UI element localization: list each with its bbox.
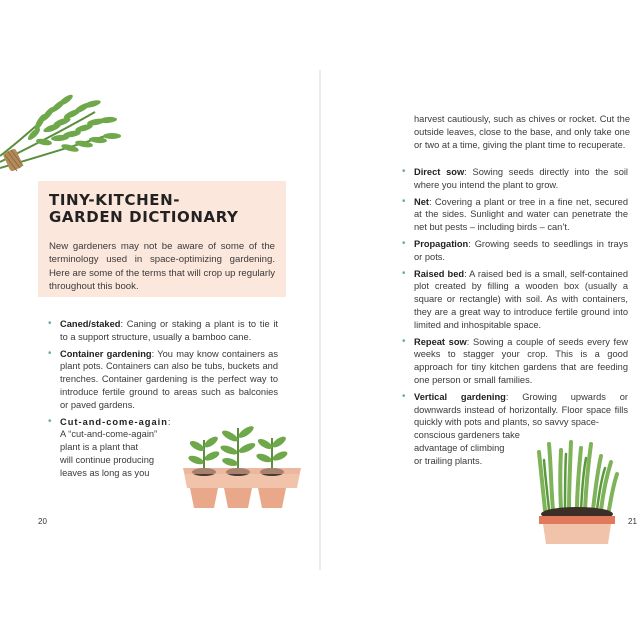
bullet-icon: • [48,318,52,329]
bullet-icon: • [48,415,52,427]
bullet-icon: • [402,195,406,207]
bullet-icon: • [48,347,52,359]
seedling-tray-icon [180,422,305,514]
term-label: Direct sow [414,167,465,177]
term-label: Vertical gardening [414,391,506,402]
bullet-icon: • [402,166,406,177]
term-definition-line: advantage of climbing [414,442,505,453]
term-label: Container gardening [60,348,152,359]
term-definition: : Growing upwards or downwards instead of horizontally. Floor space fills quickly with pots and plants, so savvy space- [414,391,628,428]
list-item [400,336,628,387]
term-definition: : You may know containers as plant pots. Containers can also be tubs, buckets and trenches. Container gardening is the perfect way to introduce fertile ground to areas such as balconies or paved gardens. [60,348,278,410]
bullet-icon: • [402,267,406,279]
term-label: Caned/staked [60,319,121,329]
term-definition-line: leaves as long as you [60,467,150,478]
term-label: Repeat sow [414,336,467,347]
dictionary-title: TINY-KITCHEN-GARDEN DICTIONARY [49,191,239,226]
bullet-icon: • [402,390,406,402]
term-definition: : [167,416,171,427]
term-label: Cut-and-come-again [60,416,168,427]
bullet-icon: • [402,237,406,249]
term-definition: : Covering a plant or tree in a fine net, secured at the sides. Sunlight and water can penetrate the net but pests – including birds – can’t. [414,196,628,233]
page-number: 20 [38,517,47,526]
term-definition-line: plant is a plant that [60,442,139,453]
herb-bundle-icon [0,92,130,177]
list-item [46,348,278,412]
dictionary-box [38,181,286,297]
continued-paragraph: harvest cautiously, such as chives or rocket. Cut the outside leaves, close to the base, and only take one or two at a time, giving the plant time to recuperate. [414,114,630,150]
term-label: Propagation [414,238,469,249]
term-definition-line: conscious gardeners take [414,430,520,441]
page-number: 21 [628,517,637,526]
term-definition-line: A “cut-and-come-again” [60,429,158,440]
dictionary-intro: New gardeners may not be aware of some of the terminology used in space-optimizing gardening. Here are some of the terms that will crop up regularly throughout this book. [49,241,275,292]
term-definition-line: or trailing plants. [414,455,483,466]
list-item [46,318,278,344]
right-term-list [400,166,628,472]
potted-grass-icon [535,440,620,545]
term-definition: : Sowing seeds directly into the soil where you intend the plant to grow. [414,167,628,190]
term-definition: : Caning or staking a plant is to tie it to a support structure, usually a bamboo cane. [60,319,278,342]
list-item [400,166,628,192]
term-definition: : A raised bed is a small, self-contained plot created by filling a wooden box (usually a square or rectangle) with soil. As with containers, they are a great way to introduce fertile ground into limited and inhospitable space. [414,268,628,330]
term-definition: : Sowing a couple of seeds every few weeks to stagger your crop. This is a good approach for tiny kitchen gardens that are feeding one person or small families. [414,336,628,385]
list-item [400,268,628,332]
list-item [400,196,628,234]
term-definition: : Growing seeds to seedlings in trays or pots. [414,238,628,262]
list-item [400,238,628,264]
term-label: Net [414,196,429,207]
term-definition-line: will continue producing [60,454,155,465]
bullet-icon: • [402,335,406,347]
term-label: Raised bed [414,268,465,279]
